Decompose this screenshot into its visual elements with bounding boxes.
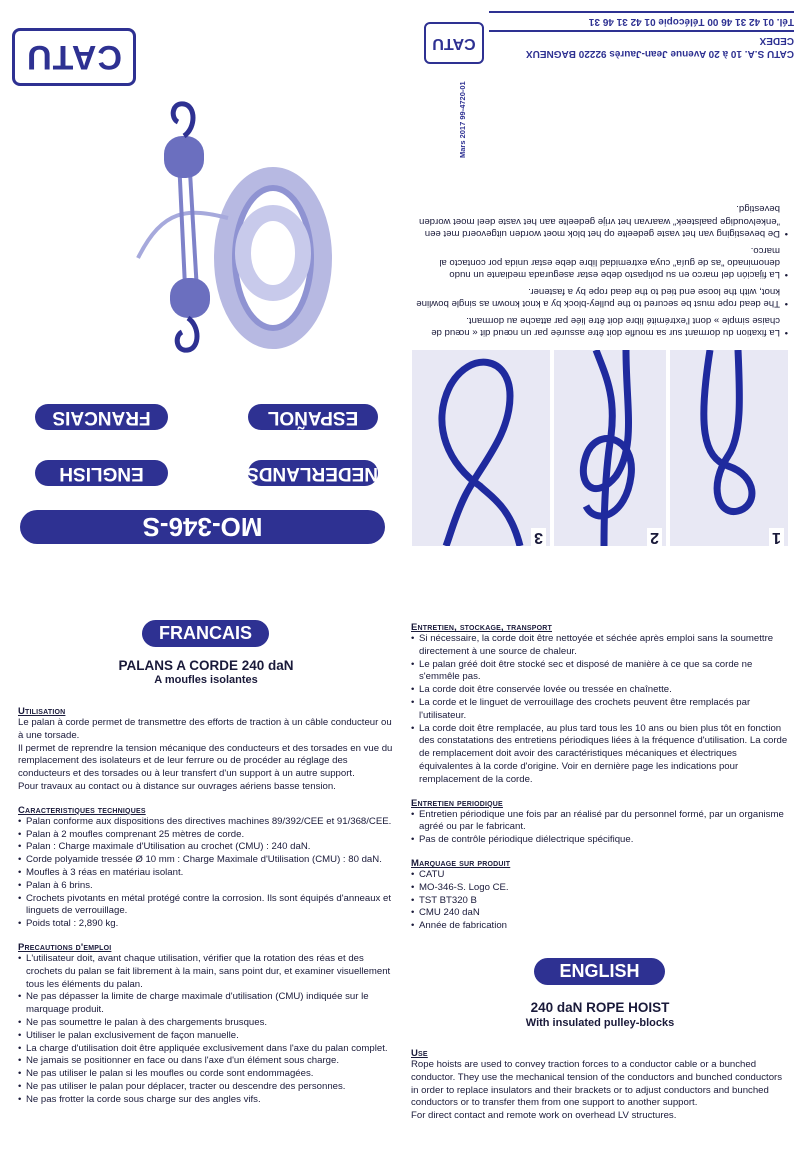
caracteristiques-list (18, 816, 396, 931)
knot-photo-3 (412, 350, 550, 546)
utilisation-paragraph: Pour travaux au contact ou à distance sur ouvrages aériens basse tension. (18, 780, 336, 792)
use-paragraph: For direct contact and remote work on overhead LV structures. (411, 1110, 677, 1122)
lang-pill-fr[interactable]: FRANCAIS (35, 404, 168, 430)
english-use (411, 1048, 789, 1123)
knot-photo-2 (554, 350, 666, 546)
list-item: • Palan : Charge maximale d'Utilisation au crochet (CMU) : 240 daN. (18, 841, 396, 854)
hoist-icon (88, 98, 338, 378)
list-item: • Poids total : 2,890 kg. (18, 918, 396, 931)
catu-logo-small: CATU (424, 22, 484, 64)
marquage-heading: Marquage sur produit (411, 857, 511, 869)
list-item: • Ne pas soumettre le palan à des chargements brusques. (18, 1017, 396, 1030)
list-item: • Palan à 6 brins. (18, 880, 396, 893)
list-item: • Ne pas utiliser le palan si les moufles ou corde sont endommagées. (18, 1068, 396, 1081)
caracteristiques-heading: Caracteristiques techniques (18, 804, 146, 816)
list-item: • Moufles à 3 réas en matériau isolant. (18, 867, 396, 880)
use-paragraph: Rope hoists are used to convey traction forces to a conductor cable or a bunched conductor. They use the mechanical tension of the conductors and bunched conductors in order to replace insulators and their brackets or to adjust conductors and bunched conductors or to transfer them from one support to another support. (411, 1059, 783, 1109)
list-item: • Ne jamais se positionner en face ou dans l'axe d'un élément sous charge. (18, 1055, 396, 1068)
francais-right-column (411, 622, 789, 933)
knot-photo-1 (670, 350, 788, 546)
note-es: • La fijación del marco en su polipasto debe estar asegurada mediante un nudo denominado "as de guía" cuya extremidad libre debe estar unida por contacto al marco. (410, 243, 788, 280)
utilisation-paragraph: Il permet de reprendre la tension mécanique des conducteurs et des torsades en vue du remplacement des isolateurs et de leur ferrure ou de procéder au réglage des conducteurs et des torsades ou à leur transfert d'un support à un autre support. (18, 742, 393, 780)
list-item: • Crochets pivotants en métal protégé contre la corrosion. Ils sont équipés d'anneaux et linguets de verrouillage. (18, 893, 396, 919)
list-item: • Si nécessaire, la corde doit être nettoyée et séchée après emploi sans la soumettre directement à une source de chaleur. (411, 633, 789, 659)
francais-badge: FRANCAIS (142, 620, 269, 647)
list-item: • Utiliser le palan exclusivement de façon manuelle. (18, 1030, 396, 1043)
utilisation-heading: Utilisation (18, 706, 66, 717)
list-item: • Palan conforme aux dispositions des directives machines 89/392/CEE et 91/368/CEE. (18, 816, 396, 829)
contact-block (426, 14, 794, 66)
utilisation-paragraph: Le palan à corde permet de transmettre des efforts de traction à un câble conducteur ou à une torsade. (18, 717, 392, 741)
francais-left-column (18, 706, 396, 1107)
francais-subtitle: A moufles isolantes (154, 674, 258, 686)
list-item: • La corde doit être remplacée, au plus tard tous les 10 ans ou bien plus tôt en fonction des constatations des entretiens périodiques liées à la fréquence d'utilisation. La corde de remplacement doit avoir des caractéristiques mécaniques et électriques équivalentes à la corde d'origine. Voir en dernière page les indications pour remplacement de la corde. (411, 723, 789, 787)
list-item: • Pas de contrôle périodique diélectrique spécifique. (411, 834, 789, 847)
knot-step-2-icon (554, 350, 666, 546)
knot-step-1-icon (670, 350, 788, 546)
address-text: CATU S.A. 10 à 20 Avenue Jean-Jaurès 92220 BAGNEUX CEDEX Tél. 01 42 31 46 00 Télécopie 01 42 31 46 31 (489, 11, 794, 60)
knot-step-3-icon (412, 350, 550, 546)
english-title: 240 daN ROPE HOIST (530, 1000, 670, 1015)
english-badge: ENGLISH (534, 958, 665, 985)
lang-pill-nl[interactable]: NEDERLANDS (248, 460, 378, 486)
list-item: • Le palan gréé doit être stocké sec et disposé de manière à ce que sa corde ne s'emmêle pas. (411, 659, 789, 685)
list-item: • La corde et le linguet de verrouillage des crochets peuvent être remplacés par l'utilisateur. (411, 697, 789, 723)
list-item: • TST BT320 B (411, 895, 789, 908)
list-item: • Ne pas utiliser le palan pour déplacer, tracter ou descendre des personnes. (18, 1081, 396, 1094)
list-item: • MO-346-S. Logo CE. (411, 882, 789, 895)
english-subtitle: With insulated pulley-blocks (525, 1017, 675, 1029)
precautions-list (18, 953, 396, 1107)
note-en: • The dead rope must be secured to the pulley-block by a knot known as single bowline knot, with the loose end tied to the dead rope by a fastener. (410, 284, 788, 309)
list-item: • Ne pas dépasser la limite de charge maximale d'utilisation (CMU) indiquée sur le marquage produit. (18, 991, 396, 1017)
francais-title: PALANS A CORDE 240 daN (118, 658, 294, 673)
note-nl: • De bevestiging van het vaste gedeelte op het blok moet worden uitgevoerd met een "enkelvoudige paalsteek" waarvan het vrije gedeelte aan het vaste deel moet worden bevestigd. (410, 202, 788, 239)
entretien-list (411, 633, 789, 787)
entretien-heading: Entretien, stockage, transport (411, 622, 552, 633)
photo-label: 1 (769, 528, 784, 546)
photo-label: 2 (647, 528, 662, 546)
list-item: • Année de fabrication (411, 920, 789, 933)
rope-hoist-illustration (88, 98, 338, 378)
cover-panel (0, 0, 808, 578)
model-pill: MO-346-S (20, 510, 385, 544)
photo-strip (412, 350, 788, 546)
note-fr: • La fixation du dormant sur sa moufle doit être assurée par un nœud dit « nœud de chaise simple » dont l'extrémité libre doit être liée par attache au dormant. (410, 313, 788, 338)
lang-pill-es[interactable]: ESPAÑOL (248, 404, 378, 430)
catu-logo-large: CATU (12, 28, 136, 86)
list-item: • Entretien périodique une fois par an réalisé par du personnel formé, par un organisme agréé ou par le fabricant. (411, 809, 789, 835)
precautions-heading: Precautions d'emploi (18, 941, 112, 953)
photo-label: 3 (531, 528, 546, 546)
list-item: • Corde polyamide tressée Ø 10 mm : Charge Maximale d'Utilisation (CMU) : 80 daN. (18, 854, 396, 867)
lang-pill-en[interactable]: ENGLISH (35, 460, 168, 486)
periodique-list (411, 809, 789, 847)
list-item: • Ne pas frotter la corde sous charge sur des angles vifs. (18, 1094, 396, 1107)
periodique-heading: Entretien periodique (411, 797, 503, 809)
list-item: • L'utilisateur doit, avant chaque utilisation, vérifier que la rotation des réas et des crochets du palan se fait librement à la main, sans point dur, et examiner visuellement tous les éléments du palan. (18, 953, 396, 991)
list-item: • La charge d'utilisation doit être appliquée exclusivement dans l'axe du palan complet. (18, 1043, 396, 1056)
list-item: • Palan à 2 moufles comprenant 25 mètres de corde. (18, 829, 396, 842)
knot-notes (410, 202, 788, 338)
list-item: • La corde doit être conservée lovée ou tressée en chaînette. (411, 684, 789, 697)
list-item: • CMU 240 daN (411, 907, 789, 920)
use-heading: Use (411, 1048, 428, 1059)
marquage-list (411, 869, 789, 933)
doc-ref: Mars 2017 99-4720-01 (458, 81, 467, 158)
list-item: • CATU (411, 869, 789, 882)
